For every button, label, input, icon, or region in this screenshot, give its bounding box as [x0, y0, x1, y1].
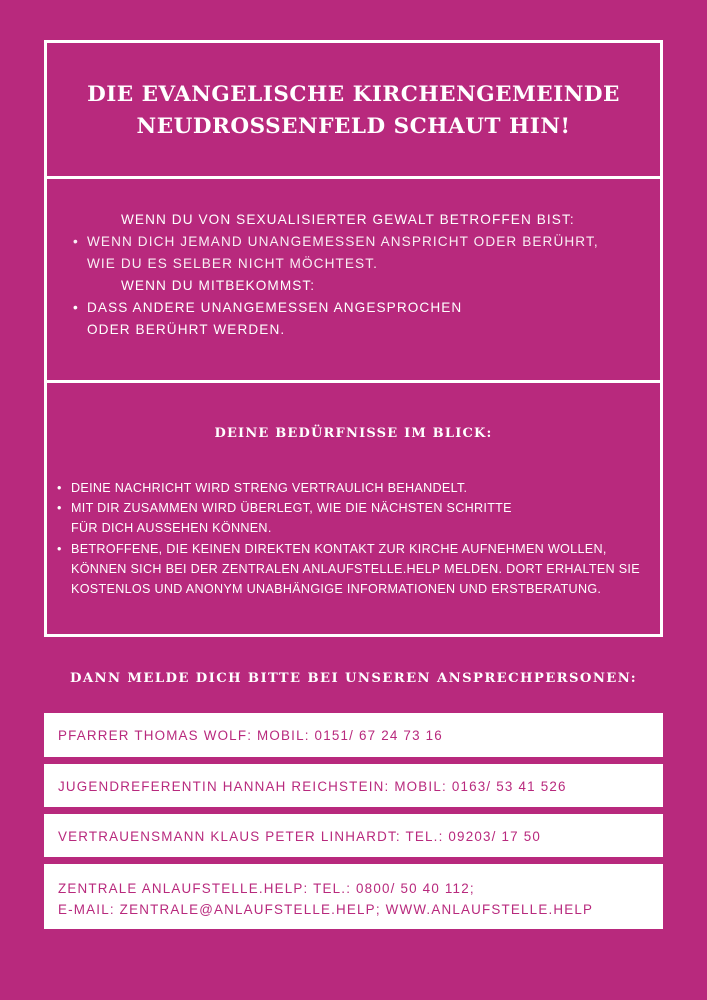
- situation-bullet-1-line-2: WIE DU ES SELBER NICHT MÖCHTEST.: [87, 256, 378, 271]
- list-item: [73, 231, 599, 275]
- needs-bullet-2-line-2: FÜR DICH AUSSEHEN KÖNNEN.: [71, 521, 272, 536]
- needs-heading: DEINE BEDÜRFNISSE IM BLICK:: [214, 426, 493, 441]
- situation-box: [44, 176, 663, 383]
- page-title: [47, 79, 660, 143]
- needs-bullet-3-line-3: KOSTENLOS UND ANONYM UNABHÄNGIGE INFORMATIONEN UND ERSTBERATUNG.: [71, 582, 602, 597]
- contact-trustee: [44, 814, 663, 857]
- needs-bullet-1: • DEINE NACHRICHT WIRD STRENG VERTRAULICH BEHANDELT.: [71, 481, 468, 495]
- situation-lead-1: WENN DU VON SEXUALISIERTER GEWALT BETROFFEN BIST:: [121, 212, 575, 227]
- title-box: [44, 40, 663, 177]
- needs-bullet-3-line-2: KÖNNEN SICH BEI DER ZENTRALEN ANLAUFSTELLE.HELP MELDEN. DORT ERHALTEN SIE: [71, 561, 640, 576]
- situation-bullet-2-line-1: • DASS ANDERE UNANGEMESSEN ANGESPROCHEN: [87, 300, 463, 315]
- list-item: [57, 539, 640, 600]
- contact-central-office: [44, 864, 663, 929]
- situation-bullet-1-line-1: • WENN DICH JEMAND UNANGEMESSEN ANSPRICHT ODER BERÜHRT,: [87, 234, 599, 249]
- contact-pastor-text: PFARRER THOMAS WOLF: MOBIL: 0151/ 67 24 73 16: [58, 728, 443, 743]
- contact-central-line-1: ZENTRALE ANLAUFSTELLE.HELP: TEL.: 0800/ 50 40 112;: [58, 881, 475, 896]
- list-item: [73, 297, 599, 341]
- contact-youth-worker: [44, 764, 663, 807]
- contact-central-line-2: E-MAIL: ZENTRALE@ANLAUFSTELLE.HELP; WWW.ANLAUFSTELLE.HELP: [58, 902, 594, 917]
- contact-pastor: [44, 713, 663, 757]
- title-line-2: NEUDROSSENFELD SCHAUT HIN!: [136, 114, 571, 139]
- contacts-heading: DANN MELDE DICH BITTE BEI UNSEREN ANSPRECHPERSONEN:: [70, 671, 637, 686]
- needs-box: [44, 382, 663, 637]
- needs-bullet-3-line-1: • BETROFFENE, DIE KEINEN DIREKTEN KONTAKT ZUR KIRCHE AUFNEHMEN WOLLEN,: [71, 541, 607, 556]
- contact-youth-text: JUGENDREFERENTIN HANNAH REICHSTEIN: MOBIL: 0163/ 53 41 526: [58, 779, 567, 794]
- situation-list-1: [73, 231, 599, 275]
- situation-list-2: [73, 297, 599, 341]
- contact-trustee-text: VERTRAUENSMANN KLAUS PETER LINHARDT: TEL.: 09203/ 17 50: [58, 829, 541, 844]
- situation-text: [73, 209, 599, 341]
- needs-bullet-2-line-1: • MIT DIR ZUSAMMEN WIRD ÜBERLEGT, WIE DIE NÄCHSTEN SCHRITTE: [71, 501, 512, 516]
- list-item: [57, 498, 640, 538]
- situation-bullet-2-line-2: ODER BERÜHRT WERDEN.: [87, 322, 286, 337]
- situation-lead-2: WENN DU MITBEKOMMST:: [121, 278, 316, 293]
- list-item: [57, 478, 640, 498]
- title-line-1: DIE EVANGELISCHE KIRCHENGEMEINDE: [87, 82, 620, 107]
- needs-list: [57, 478, 640, 599]
